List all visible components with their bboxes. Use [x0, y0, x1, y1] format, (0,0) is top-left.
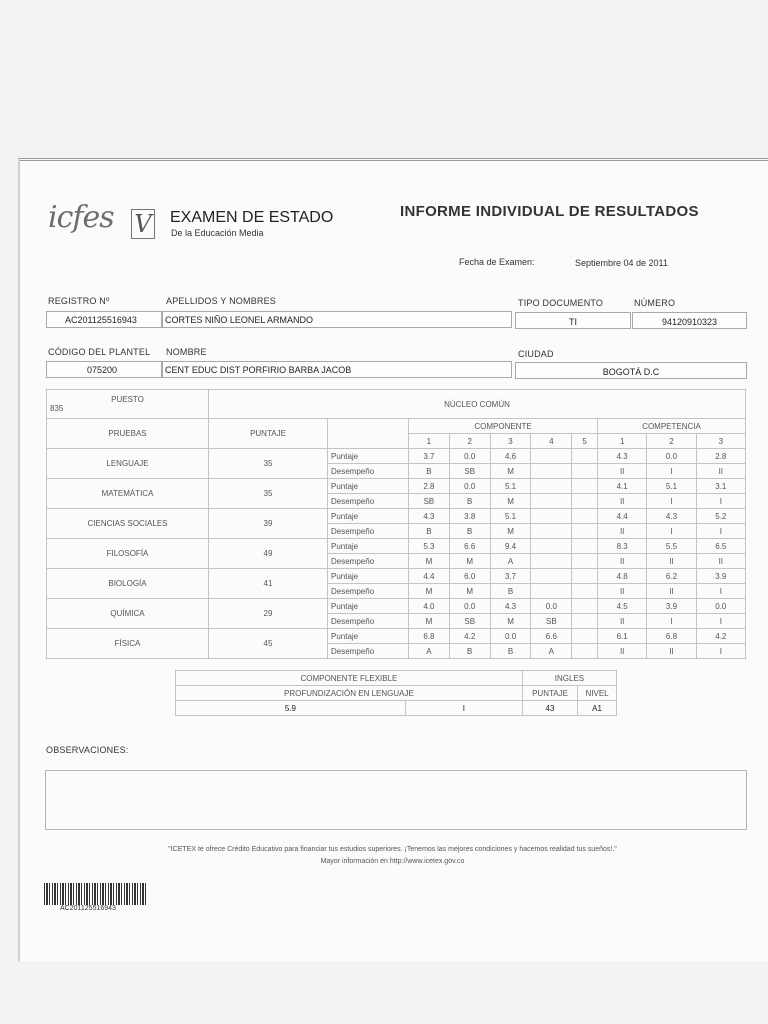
componente-desempeno: SB: [409, 494, 450, 509]
competencia-value: 5.5: [647, 539, 696, 554]
componente-value: [531, 479, 572, 494]
competencia-value: 4.5: [598, 599, 647, 614]
desempeno-row-label: Desempeño: [328, 464, 409, 479]
competencia-value: 0.0: [696, 599, 745, 614]
observaciones-box: [45, 770, 747, 830]
competencia-desempeno: I: [647, 494, 696, 509]
nucleo-comun-header: NÚCLEO COMÚN: [209, 390, 746, 419]
subject-score: 35: [209, 449, 328, 479]
componente-desempeno: [531, 524, 572, 539]
flexible-ingles-table: [175, 670, 617, 716]
componente-value: 9.4: [490, 539, 531, 554]
competencia-value: 3.1: [696, 479, 745, 494]
componente-desempeno: [572, 464, 598, 479]
componente-header: COMPONENTE: [409, 419, 598, 434]
subject-row: [47, 539, 746, 554]
competencia-desempeno: II: [598, 614, 647, 629]
componente-desempeno: M: [409, 554, 450, 569]
componente-desempeno: [531, 554, 572, 569]
icfes-v-mark: V: [131, 209, 155, 239]
competencia-desempeno: II: [598, 524, 647, 539]
competencia-value: 0.0: [647, 449, 696, 464]
observaciones-label: OBSERVACIONES:: [46, 745, 129, 755]
componente-value: [572, 479, 598, 494]
flexible-score: 5.9: [176, 701, 406, 716]
type-header: [328, 419, 409, 449]
competencia-value: 4.3: [598, 449, 647, 464]
competencia-value: 5.2: [696, 509, 745, 524]
competencia-value: 3.9: [647, 599, 696, 614]
competencia-desempeno: II: [647, 584, 696, 599]
nombres-value: CORTES NIÑO LEONEL ARMANDO: [165, 315, 314, 325]
subject-name: QUÍMICA: [47, 599, 209, 629]
pruebas-header: PRUEBAS: [47, 419, 209, 449]
puesto-label: PUESTO: [111, 395, 144, 404]
componente-value: 6.6: [449, 539, 490, 554]
competencia-desempeno: II: [598, 584, 647, 599]
competencia-col: 2: [647, 434, 696, 449]
subject-score: 29: [209, 599, 328, 629]
componente-desempeno: B: [449, 644, 490, 659]
componente-desempeno: [572, 644, 598, 659]
registro-value: AC201125516943: [65, 315, 137, 325]
competencia-desempeno: I: [696, 524, 745, 539]
competencia-desempeno: I: [647, 614, 696, 629]
competencia-value: 8.3: [598, 539, 647, 554]
exam-subtitle: De la Educación Media: [171, 228, 264, 238]
subject-row: [47, 509, 746, 524]
subject-score: 39: [209, 509, 328, 539]
subject-row: [47, 599, 746, 614]
componente-value: 6.8: [409, 629, 450, 644]
subject-row: [47, 629, 746, 644]
componente-desempeno: [572, 584, 598, 599]
componente-desempeno: [572, 554, 598, 569]
ciudad-value: BOGOTÁ D.C: [602, 367, 660, 377]
componente-desempeno: [572, 614, 598, 629]
subject-score: 35: [209, 479, 328, 509]
componente-desempeno: M: [490, 464, 531, 479]
subject-score: 45: [209, 629, 328, 659]
flexible-title: COMPONENTE FLEXIBLE: [176, 671, 523, 686]
componente-desempeno: M: [490, 614, 531, 629]
componente-col: 1: [409, 434, 450, 449]
componente-desempeno: [572, 494, 598, 509]
componente-desempeno: B: [449, 524, 490, 539]
flexible-level: I: [405, 701, 522, 716]
puesto-value: 835: [50, 404, 64, 413]
puesto-cell: [47, 390, 209, 419]
competencia-value: 3.9: [696, 569, 745, 584]
componente-desempeno: [531, 464, 572, 479]
componente-value: 4.6: [490, 449, 531, 464]
componente-value: [531, 569, 572, 584]
competencia-value: 4.2: [696, 629, 745, 644]
puntaje-row-label: Puntaje: [328, 599, 409, 614]
subject-name: CIENCIAS SOCIALES: [47, 509, 209, 539]
componente-value: 6.0: [449, 569, 490, 584]
registro-box: [46, 311, 162, 328]
componente-value: 3.7: [409, 449, 450, 464]
subject-row: [47, 449, 746, 464]
barcode: [44, 883, 146, 905]
subject-score: 49: [209, 539, 328, 569]
subject-name: FÍSICA: [47, 629, 209, 659]
puntaje-row-label: Puntaje: [328, 629, 409, 644]
componente-desempeno: A: [531, 644, 572, 659]
componente-value: 4.3: [490, 599, 531, 614]
competencia-desempeno: II: [696, 554, 745, 569]
nombre-plantel-value: CENT EDUC DIST PORFIRIO BARBA JACOB: [165, 365, 352, 375]
competencia-header: COMPETENCIA: [598, 419, 746, 434]
competencia-desempeno: II: [598, 464, 647, 479]
competencia-value: 6.8: [647, 629, 696, 644]
componente-value: 0.0: [531, 599, 572, 614]
subject-row: [47, 479, 746, 494]
componente-value: [572, 449, 598, 464]
competencia-desempeno: I: [647, 524, 696, 539]
componente-desempeno: M: [490, 494, 531, 509]
componente-desempeno: SB: [449, 614, 490, 629]
exam-date-value: Septiembre 04 de 2011: [575, 258, 668, 268]
componente-value: 3.7: [490, 569, 531, 584]
subject-row: [47, 569, 746, 584]
desempeno-row-label: Desempeño: [328, 614, 409, 629]
componente-desempeno: B: [409, 464, 450, 479]
ingles-puntaje-value: 43: [522, 701, 577, 716]
competencia-desempeno: II: [598, 494, 647, 509]
componente-value: 2.8: [409, 479, 450, 494]
competencia-col: 3: [696, 434, 745, 449]
competencia-value: 4.3: [647, 509, 696, 524]
componente-value: 4.3: [409, 509, 450, 524]
competencia-value: 6.2: [647, 569, 696, 584]
ingles-title: INGLES: [522, 671, 616, 686]
componente-col: 4: [531, 434, 572, 449]
componente-value: 0.0: [449, 599, 490, 614]
componente-value: 0.0: [449, 479, 490, 494]
subject-name: BIOLOGÍA: [47, 569, 209, 599]
componente-desempeno: A: [490, 554, 531, 569]
competencia-value: 2.8: [696, 449, 745, 464]
componente-value: [531, 449, 572, 464]
componente-desempeno: M: [409, 584, 450, 599]
componente-desempeno: B: [490, 644, 531, 659]
componente-value: [572, 509, 598, 524]
desempeno-row-label: Desempeño: [328, 644, 409, 659]
icetex-promo: "ICETEX te ofrece Crédito Educativo para financiar tus estudios superiores. ¡Tenemos las mejores condiciones y hacemos realidad tus sueños!.": [168, 846, 617, 853]
componente-value: 6.6: [531, 629, 572, 644]
componente-value: [572, 629, 598, 644]
componente-col: 2: [449, 434, 490, 449]
componente-desempeno: [572, 524, 598, 539]
puntaje-row-label: Puntaje: [328, 569, 409, 584]
results-table: [46, 389, 746, 659]
numero-box: [632, 312, 747, 329]
ciudad-box: [515, 362, 747, 379]
componente-value: 5.1: [490, 479, 531, 494]
componente-desempeno: SB: [531, 614, 572, 629]
numero-label: NÚMERO: [634, 298, 676, 308]
componente-value: [572, 539, 598, 554]
tipo-doc-box: [515, 312, 631, 329]
puntaje-row-label: Puntaje: [328, 539, 409, 554]
desempeno-row-label: Desempeño: [328, 494, 409, 509]
nombre-plantel-label: NOMBRE: [166, 347, 207, 357]
results-header-row: [47, 390, 746, 419]
componente-value: [572, 569, 598, 584]
puntaje-row-label: Puntaje: [328, 479, 409, 494]
competencia-desempeno: I: [696, 644, 745, 659]
barcode-text: AC201125516943: [60, 905, 116, 912]
componente-col: 5: [572, 434, 598, 449]
puntaje-row-label: Puntaje: [328, 449, 409, 464]
ingles-nivel-value: A1: [578, 701, 617, 716]
componente-value: 5.3: [409, 539, 450, 554]
nombre-plantel-box: [162, 361, 512, 378]
componente-value: [572, 599, 598, 614]
desempeno-row-label: Desempeño: [328, 554, 409, 569]
competencia-desempeno: I: [696, 614, 745, 629]
componente-desempeno: B: [449, 494, 490, 509]
numero-value: 94120910323: [661, 317, 718, 327]
desempeno-row-label: Desempeño: [328, 584, 409, 599]
nombres-box: [162, 311, 512, 328]
componente-value: [531, 539, 572, 554]
codigo-label: CÓDIGO DEL PLANTEL: [48, 347, 151, 357]
subject-name: LENGUAJE: [47, 449, 209, 479]
componente-value: 0.0: [449, 449, 490, 464]
codigo-value: 075200: [87, 365, 118, 375]
componente-desempeno: [531, 494, 572, 509]
competencia-value: 4.8: [598, 569, 647, 584]
ciudad-label: CIUDAD: [518, 349, 554, 359]
puntaje-row-label: Puntaje: [328, 509, 409, 524]
competencia-value: 6.1: [598, 629, 647, 644]
codigo-box: [46, 361, 162, 378]
competencia-desempeno: II: [696, 464, 745, 479]
results-subheader-row: [47, 419, 746, 434]
puntaje-header: PUNTAJE: [209, 419, 328, 449]
componente-desempeno: B: [409, 524, 450, 539]
competencia-desempeno: II: [598, 644, 647, 659]
componente-desempeno: M: [409, 614, 450, 629]
icfes-logo: icfes: [48, 200, 114, 235]
componente-value: [531, 509, 572, 524]
subject-name: FILOSOFÍA: [47, 539, 209, 569]
competencia-col: 1: [598, 434, 647, 449]
componente-desempeno: M: [449, 554, 490, 569]
competencia-desempeno: II: [598, 554, 647, 569]
ingles-nivel-label: NIVEL: [578, 686, 617, 701]
competencia-desempeno: II: [647, 644, 696, 659]
componente-desempeno: [531, 584, 572, 599]
competencia-value: 4.1: [598, 479, 647, 494]
tipo-doc-label: TIPO DOCUMENTO: [518, 298, 604, 308]
exam-title: EXAMEN DE ESTADO: [170, 209, 334, 226]
componente-value: 4.2: [449, 629, 490, 644]
componente-value: 4.4: [409, 569, 450, 584]
competencia-value: 6.5: [696, 539, 745, 554]
componente-desempeno: M: [449, 584, 490, 599]
componente-value: 0.0: [490, 629, 531, 644]
componente-value: 5.1: [490, 509, 531, 524]
competencia-desempeno: II: [647, 554, 696, 569]
competencia-value: 4.4: [598, 509, 647, 524]
flexible-subtitle: PROFUNDIZACIÓN EN LENGUAJE: [176, 686, 523, 701]
componente-value: 3.8: [449, 509, 490, 524]
ingles-puntaje-label: PUNTAJE: [522, 686, 577, 701]
componente-desempeno: M: [490, 524, 531, 539]
competencia-desempeno: I: [647, 464, 696, 479]
componente-desempeno: SB: [449, 464, 490, 479]
competencia-desempeno: I: [696, 494, 745, 509]
registro-label: REGISTRO Nº: [48, 296, 110, 306]
componente-desempeno: A: [409, 644, 450, 659]
subject-name: MATEMÁTICA: [47, 479, 209, 509]
componente-col: 3: [490, 434, 531, 449]
componente-desempeno: B: [490, 584, 531, 599]
competencia-desempeno: I: [696, 584, 745, 599]
tipo-doc-value: TI: [569, 317, 577, 327]
exam-date-label: Fecha de Examen:: [459, 257, 535, 267]
subject-score: 41: [209, 569, 328, 599]
desempeno-row-label: Desempeño: [328, 524, 409, 539]
icetex-info: Mayor información en http://www.icetex.gov.co: [320, 858, 465, 865]
nombres-label: APELLIDOS Y NOMBRES: [166, 296, 277, 306]
componente-value: 4.0: [409, 599, 450, 614]
report-title: INFORME INDIVIDUAL DE RESULTADOS: [400, 203, 699, 220]
competencia-value: 5.1: [647, 479, 696, 494]
